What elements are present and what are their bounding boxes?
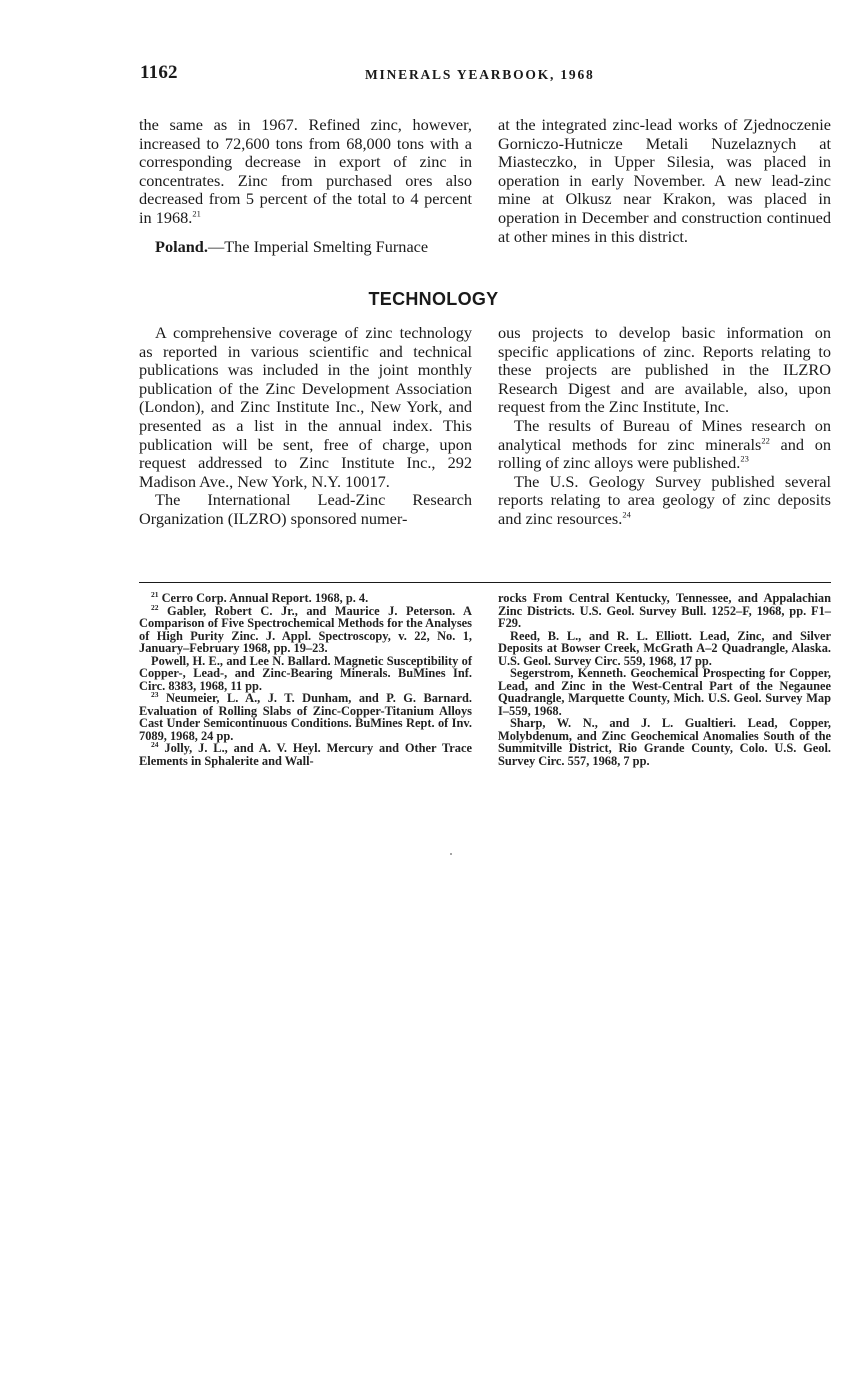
footnote-ref-21: 21 — [192, 208, 201, 219]
page-number: 1162 — [140, 62, 178, 83]
print-speck — [450, 853, 452, 855]
technology-left-column — [139, 324, 472, 529]
footnote-23 — [139, 689, 472, 743]
footnote-ref-22: 22 — [761, 435, 770, 446]
footnote-text: Cerro Corp. Annual Report. 1968, p. 4. — [158, 591, 369, 605]
top-right-column — [498, 116, 831, 246]
footnote-text: Jolly, J. L., and A. V. Heyl. Mercury and Other Trace Elements in Sphalerite and Wall- — [139, 741, 472, 768]
paragraph-ilzro-continued: ous projects to develop basic information on specific applications of zinc. Reports relating to these projects are published in the ILZRO Research Digest and are available, also, upon request from the Zinc Institute, Inc. — [498, 323, 831, 417]
paragraph-bureau-of-mines — [498, 417, 831, 473]
footnote-24-reference: Sharp, W. N., and J. L. Gualtieri. Lead, Copper, Molybdenum, and Zinc Geochemical Anomalies South of the Summitville District, Rio Grande County, Colo. U.S. Geol. Survey Circ. 557, 1968, 7 pp. — [498, 716, 831, 768]
top-left-column — [139, 116, 472, 256]
footnote-text: Powell, H. E., and Lee N. Ballard. Magnetic Susceptibility of Copper-, Lead-, and Zinc-Bearing Minerals. BuMines Inf. Circ. 8383, 1968, 11 pp. — [139, 653, 472, 693]
footnote-22 — [139, 602, 472, 655]
footnote-24 — [139, 739, 472, 768]
footnote-number: 21 — [151, 589, 159, 599]
paragraph-text: The U.S. Geology Survey published several reports relating to area geology of zinc deposits and zinc resources. — [498, 471, 831, 528]
paragraph-text: —The Imperial Smelting Furnace — [207, 236, 429, 256]
run-in-heading-poland: Poland. — [155, 236, 208, 256]
footnote-ref-23: 23 — [740, 453, 749, 464]
footnotes-left-column — [139, 589, 472, 768]
paragraph-poland — [139, 238, 472, 257]
footnote-number: 22 — [151, 602, 159, 612]
footnote-ref-24: 24 — [622, 509, 631, 520]
running-head: MINERALS YEARBOOK, 1968 — [365, 67, 595, 82]
footnote-number: 23 — [151, 689, 159, 699]
footnote-24-reference: Segerstrom, Kenneth. Geochemical Prospecting for Copper, Lead, and Zinc in the West-Central Part of the Negaunee Quadrangle, Marquette County, Mich. U.S. Geol. Survey Map I–559, 1968. — [498, 666, 831, 718]
technology-right-column — [498, 324, 831, 529]
paragraph-text: the same as in 1967. Refined zinc, however, increased to 72,600 tons from 68,000 tons with a corresponding decrease in export of zinc in concentrates. Zinc from purchased ores also decreased from 5 percent of the total to 4 percent in 1968. — [139, 115, 472, 227]
paragraph-zinc-refined — [139, 116, 472, 228]
footnotes-right-column — [498, 592, 831, 767]
footnote-number: 24 — [151, 739, 159, 749]
footnote-text: Neumeier, L. A., J. T. Dunham, and P. G. Barnard. Evaluation of Rolling Slabs of Zinc-Copper-Titanium Alloys Cast Under Semicontinuous Conditions. BuMines Rept. of Inv. 7089, 1968, 24 pp. — [139, 691, 472, 743]
paragraph-text: The results of Bureau of Mines research on analytical methods for zinc minerals — [498, 415, 831, 454]
paragraph-ilzro: The International Lead-Zinc Research Organization (ILZRO) sponsored numer- — [139, 490, 472, 528]
paragraph-poland-continued: at the integrated zinc-lead works of Zjednoczenie Gorniczo-Hutnicze Metali Nuzelaznych at Miasteczko, in Upper Silesia, was placed in operation in early November. A new lead-zinc mine at Olkusz near Krakon, was placed in operation in December and construction continued at other mines in this district. — [498, 115, 831, 246]
paragraph-text: and on rolling of zinc alloys were published. — [498, 434, 831, 473]
footnote-text: Gabler, Robert C. Jr., and Maurice J. Peterson. A Comparison of Five Spectrochemical Methods for the Analyses of High Purity Zinc. J. Appl. Spectroscopy, v. 22, No. 1, January–February 1968, pp. 19–23. — [139, 603, 472, 655]
paragraph-geology-survey — [498, 473, 831, 529]
paragraph-coverage: A comprehensive coverage of zinc technology as reported in various scientific and technical publications was included in the joint monthly publication of the Zinc Development Association (London), and Zinc Institute Inc., New York, and presented as a list in the annual index. This publication will be sent, free of charge, upon request addressed to Zinc Institute Inc., 292 Madison Ave., New York, N.Y. 10017. — [139, 323, 472, 491]
footnote-22-continued — [139, 655, 472, 693]
section-heading-technology: TECHNOLOGY — [368, 289, 499, 309]
footnote-24-reference: Reed, B. L., and R. L. Elliott. Lead, Zinc, and Silver Deposits at Bowser Creek, McGrath A–2 Quadrangle, Alaska. U.S. Geol. Survey Circ. 559, 1968, 17 pp. — [498, 628, 831, 668]
footnote-separator-rule — [139, 582, 831, 583]
footnote-24-continued: rocks From Central Kentucky, Tennessee, and Appalachian Zinc Districts. U.S. Geol. Survey Bull. 1252–F, 1968, pp. F1–F29. — [498, 591, 831, 630]
